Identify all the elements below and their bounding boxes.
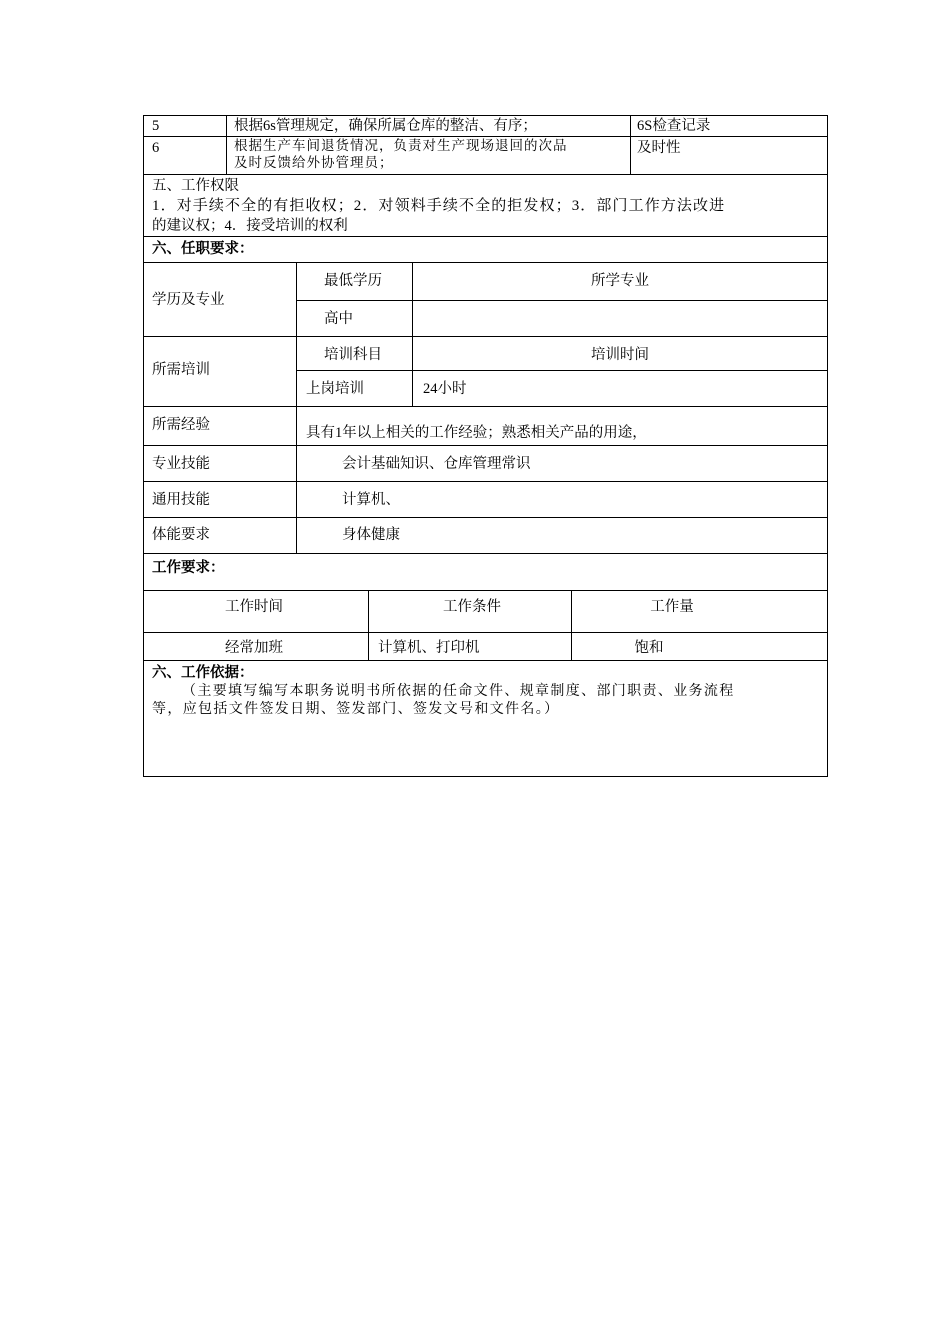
- work-time-value: 经常加班: [225, 640, 283, 656]
- duty-standard: 6S检查记录: [637, 118, 711, 134]
- requirements-table: [143, 262, 828, 554]
- work-time-header: 工作时间: [225, 599, 283, 615]
- duty-text-line1: 根据生产车间退货情况，负责对生产现场退回的次品: [234, 138, 568, 153]
- column-divider: [226, 116, 227, 174]
- duties-table: [143, 115, 828, 175]
- education-degree-value: 高中: [324, 311, 353, 327]
- workload-header: 工作量: [650, 599, 694, 615]
- general-skills-label: 通用技能: [152, 492, 210, 508]
- general-skills-value: 计算机、: [342, 492, 400, 508]
- work-conditions-value: 计算机、打印机: [378, 640, 480, 656]
- education-label: 学历及专业: [152, 292, 225, 308]
- duty-number: 5: [152, 118, 160, 134]
- education-major-header: 所学专业: [591, 273, 649, 289]
- experience-value: 具有1年以上相关的工作经验；熟悉相关产品的用途，: [306, 425, 647, 441]
- row-divider: [144, 590, 827, 591]
- work-requirements-title: 工作要求：: [152, 560, 225, 576]
- row-divider: [144, 481, 827, 482]
- training-time-header: 培训时间: [591, 347, 649, 363]
- education-degree-header: 最低学历: [324, 273, 382, 289]
- row-divider: [144, 517, 827, 518]
- work-basis-line2: 等，应包括文件签发日期、签发部门、签发文号和文件名。）: [152, 702, 560, 717]
- duty-standard: 及时性: [637, 140, 681, 156]
- workload-value: 饱和: [634, 640, 664, 656]
- row-divider: [144, 336, 827, 337]
- duty-text-line2: 及时反馈给外协管理员；: [234, 155, 394, 170]
- duty-text: 根据6s管理规定，确保所属仓库的整洁、有序；: [234, 118, 537, 134]
- physical-requirement-value: 身体健康: [342, 527, 400, 543]
- work-basis-section: [143, 660, 828, 777]
- requirements-title: 六、任职要求：: [152, 241, 254, 257]
- authority-title: 五、工作权限: [152, 178, 239, 194]
- row-divider: [296, 370, 827, 371]
- row-divider: [144, 406, 827, 407]
- training-subject-header: 培训科目: [324, 347, 382, 363]
- work-basis-title: 六、工作依据：: [152, 665, 254, 681]
- experience-label: 所需经验: [152, 417, 210, 433]
- professional-skills-value: 会计基础知识、仓库管理常识: [342, 456, 531, 472]
- authority-section: [143, 174, 828, 237]
- row-divider: [296, 300, 827, 301]
- authority-line1: 1．对手续不全的有拒收权；2．对领料手续不全的拒发权；3．部门工作方法改进: [152, 198, 726, 214]
- work-conditions-header: 工作条件: [443, 599, 501, 615]
- work-requirements-table: [143, 553, 828, 661]
- column-divider: [296, 263, 297, 553]
- training-label: 所需培训: [152, 362, 210, 378]
- column-divider: [368, 632, 369, 660]
- work-basis-line1: （主要填写编写本职务说明书所依据的任命文件、规章制度、部门职责、业务流程: [182, 684, 735, 699]
- row-divider: [144, 136, 827, 137]
- row-divider: [144, 445, 827, 446]
- requirements-title-row: [143, 236, 828, 263]
- training-time-value: 24小时: [423, 381, 467, 397]
- column-divider: [630, 116, 631, 174]
- authority-line2: 的建议权；4．接受培训的权利: [152, 218, 348, 234]
- physical-requirement-label: 体能要求: [152, 527, 210, 543]
- training-subject-value: 上岗培训: [306, 381, 364, 397]
- professional-skills-label: 专业技能: [152, 456, 210, 472]
- duty-number: 6: [152, 140, 160, 156]
- row-divider: [144, 632, 827, 633]
